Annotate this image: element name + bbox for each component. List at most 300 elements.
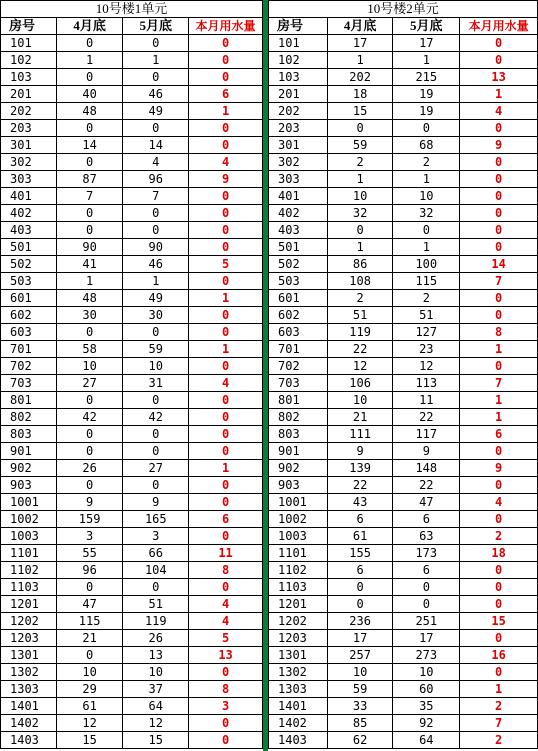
april-reading-cell[interactable]: 0 [56,154,123,171]
room-number-cell[interactable]: 702 [269,358,328,375]
may-reading-cell[interactable]: 32 [393,205,460,222]
monthly-usage-cell[interactable]: 0 [189,307,263,324]
may-reading-cell[interactable]: 90 [123,239,189,256]
room-number-cell[interactable]: 403 [269,222,328,239]
april-end-header[interactable]: 4月底 [327,18,393,35]
monthly-usage-cell[interactable]: 0 [460,562,538,579]
april-reading-cell[interactable]: 202 [327,69,393,86]
may-reading-cell[interactable]: 92 [393,715,460,732]
may-reading-cell[interactable]: 2 [393,290,460,307]
room-number-cell[interactable]: 1201 [269,596,328,613]
may-reading-cell[interactable]: 1 [123,52,189,69]
april-reading-cell[interactable]: 10 [327,188,393,205]
may-reading-cell[interactable]: 30 [123,307,189,324]
monthly-usage-cell[interactable]: 6 [460,426,538,443]
april-reading-cell[interactable]: 10 [327,664,393,681]
april-reading-cell[interactable]: 30 [56,307,123,324]
april-reading-cell[interactable]: 15 [327,103,393,120]
april-reading-cell[interactable]: 7 [56,188,123,205]
monthly-usage-cell[interactable]: 1 [460,681,538,698]
may-reading-cell[interactable]: 173 [393,545,460,562]
may-reading-cell[interactable]: 64 [123,698,189,715]
room-number-cell[interactable]: 1103 [1,579,57,596]
room-number-cell[interactable]: 1002 [1,511,57,528]
may-reading-cell[interactable]: 19 [393,86,460,103]
monthly-usage-cell[interactable]: 0 [460,511,538,528]
april-reading-cell[interactable]: 32 [327,205,393,222]
monthly-usage-cell[interactable]: 18 [460,545,538,562]
april-reading-cell[interactable]: 0 [56,392,123,409]
may-reading-cell[interactable]: 15 [123,732,189,749]
monthly-usage-cell[interactable]: 1 [189,290,263,307]
may-reading-cell[interactable]: 49 [123,103,189,120]
april-reading-cell[interactable]: 0 [56,426,123,443]
room-number-cell[interactable]: 302 [269,154,328,171]
april-reading-cell[interactable]: 0 [56,222,123,239]
room-number-cell[interactable]: 1203 [1,630,57,647]
may-reading-cell[interactable]: 0 [123,579,189,596]
april-reading-cell[interactable]: 59 [327,681,393,698]
may-reading-cell[interactable]: 26 [123,630,189,647]
may-reading-cell[interactable]: 19 [393,103,460,120]
april-reading-cell[interactable]: 0 [327,222,393,239]
monthly-usage-cell[interactable]: 4 [460,103,538,120]
april-reading-cell[interactable]: 41 [56,256,123,273]
april-reading-cell[interactable]: 12 [56,715,123,732]
april-reading-cell[interactable]: 0 [56,205,123,222]
april-reading-cell[interactable]: 0 [56,477,123,494]
room-number-cell[interactable]: 902 [1,460,57,477]
april-reading-cell[interactable]: 257 [327,647,393,664]
room-number-cell[interactable]: 701 [1,341,57,358]
may-reading-cell[interactable]: 6 [393,562,460,579]
april-reading-cell[interactable]: 21 [327,409,393,426]
room-number-cell[interactable]: 403 [1,222,57,239]
monthly-usage-cell[interactable]: 0 [460,35,538,52]
april-reading-cell[interactable]: 48 [56,103,123,120]
monthly-usage-cell[interactable]: 0 [460,222,538,239]
may-reading-cell[interactable]: 0 [393,222,460,239]
may-reading-cell[interactable]: 148 [393,460,460,477]
room-number-cell[interactable]: 402 [1,205,57,222]
may-reading-cell[interactable]: 63 [393,528,460,545]
monthly-usage-cell[interactable]: 13 [460,69,538,86]
room-number-cell[interactable]: 1302 [1,664,57,681]
may-reading-cell[interactable]: 10 [393,664,460,681]
monthly-usage-cell[interactable]: 0 [189,273,263,290]
may-reading-cell[interactable]: 10 [123,664,189,681]
room-number-cell[interactable]: 1003 [1,528,57,545]
may-reading-cell[interactable]: 46 [123,86,189,103]
room-number-cell[interactable]: 1301 [269,647,328,664]
april-reading-cell[interactable]: 108 [327,273,393,290]
may-reading-cell[interactable]: 0 [123,324,189,341]
monthly-usage-cell[interactable]: 4 [189,596,263,613]
may-reading-cell[interactable]: 12 [393,358,460,375]
room-number-cell[interactable]: 703 [1,375,57,392]
room-number-cell[interactable]: 1101 [269,545,328,562]
april-reading-cell[interactable]: 1 [56,52,123,69]
room-number-cell[interactable]: 502 [269,256,328,273]
room-number-cell[interactable]: 803 [1,426,57,443]
monthly-usage-cell[interactable]: 0 [189,715,263,732]
may-reading-cell[interactable]: 47 [393,494,460,511]
room-number-cell[interactable]: 401 [269,188,328,205]
monthly-usage-cell[interactable]: 0 [460,664,538,681]
monthly-usage-cell[interactable]: 6 [189,86,263,103]
may-reading-cell[interactable]: 68 [393,137,460,154]
april-reading-cell[interactable]: 12 [327,358,393,375]
room-number-cell[interactable]: 902 [269,460,328,477]
may-reading-cell[interactable]: 7 [123,188,189,205]
monthly-usage-cell[interactable]: 0 [460,154,538,171]
may-end-header[interactable]: 5月底 [123,18,189,35]
april-reading-cell[interactable]: 86 [327,256,393,273]
monthly-usage-cell[interactable]: 6 [189,511,263,528]
room-number-cell[interactable]: 603 [1,324,57,341]
monthly-usage-cell[interactable]: 1 [460,392,538,409]
room-number-cell[interactable]: 201 [1,86,57,103]
monthly-usage-cell[interactable]: 0 [189,137,263,154]
may-reading-cell[interactable]: 10 [393,188,460,205]
monthly-usage-cell[interactable]: 13 [189,647,263,664]
monthly-usage-cell[interactable]: 1 [189,341,263,358]
may-reading-cell[interactable]: 10 [123,358,189,375]
april-reading-cell[interactable]: 0 [327,120,393,137]
may-reading-cell[interactable]: 0 [123,443,189,460]
monthly-usage-cell[interactable]: 8 [460,324,538,341]
may-reading-cell[interactable]: 3 [123,528,189,545]
april-reading-cell[interactable]: 10 [327,392,393,409]
room-number-cell[interactable]: 1201 [1,596,57,613]
april-reading-cell[interactable]: 27 [56,375,123,392]
may-reading-cell[interactable]: 215 [393,69,460,86]
room-number-cell[interactable]: 201 [269,86,328,103]
room-number-cell[interactable]: 1303 [1,681,57,698]
room-number-cell[interactable]: 501 [1,239,57,256]
may-reading-cell[interactable]: 0 [123,222,189,239]
room-number-cell[interactable]: 603 [269,324,328,341]
april-reading-cell[interactable]: 14 [56,137,123,154]
room-number-cell[interactable]: 801 [269,392,328,409]
monthly-usage-cell[interactable]: 11 [189,545,263,562]
room-number-cell[interactable]: 601 [269,290,328,307]
monthly-usage-cell[interactable]: 0 [189,222,263,239]
monthly-usage-cell[interactable]: 0 [460,477,538,494]
monthly-usage-cell[interactable]: 0 [460,188,538,205]
monthly-usage-cell[interactable]: 5 [189,256,263,273]
april-reading-cell[interactable]: 159 [56,511,123,528]
room-number-cell[interactable]: 901 [1,443,57,460]
room-number-cell[interactable]: 1001 [269,494,328,511]
room-number-cell[interactable]: 1403 [1,732,57,749]
building-unit-title[interactable]: 10号楼2单元 [269,1,538,18]
monthly-usage-cell[interactable]: 7 [460,273,538,290]
room-number-cell[interactable]: 1001 [1,494,57,511]
monthly-usage-cell[interactable]: 0 [460,630,538,647]
may-reading-cell[interactable]: 17 [393,630,460,647]
april-reading-cell[interactable]: 85 [327,715,393,732]
april-reading-cell[interactable]: 106 [327,375,393,392]
room-number-cell[interactable]: 503 [1,273,57,290]
monthly-usage-header[interactable]: 本月用水量 [189,18,263,35]
room-number-cell[interactable]: 302 [1,154,57,171]
monthly-usage-cell[interactable]: 9 [189,171,263,188]
room-number-cell[interactable]: 303 [1,171,57,188]
may-reading-cell[interactable]: 1 [393,52,460,69]
monthly-usage-cell[interactable]: 1 [189,460,263,477]
room-number-cell[interactable]: 602 [1,307,57,324]
monthly-usage-cell[interactable]: 0 [460,443,538,460]
room-number-cell[interactable]: 1401 [1,698,57,715]
april-reading-cell[interactable]: 155 [327,545,393,562]
monthly-usage-cell[interactable]: 8 [189,562,263,579]
may-end-header[interactable]: 5月底 [393,18,460,35]
room-number-cell[interactable]: 1202 [269,613,328,630]
may-reading-cell[interactable]: 0 [123,35,189,52]
may-reading-cell[interactable]: 104 [123,562,189,579]
monthly-usage-cell[interactable]: 2 [460,528,538,545]
monthly-usage-cell[interactable]: 0 [460,579,538,596]
may-reading-cell[interactable]: 115 [393,273,460,290]
april-reading-cell[interactable]: 1 [327,239,393,256]
april-reading-cell[interactable]: 10 [56,664,123,681]
monthly-usage-cell[interactable]: 0 [189,358,263,375]
monthly-usage-cell[interactable]: 0 [189,443,263,460]
monthly-usage-cell[interactable]: 4 [460,494,538,511]
monthly-usage-cell[interactable]: 4 [189,375,263,392]
monthly-usage-cell[interactable]: 3 [189,698,263,715]
monthly-usage-cell[interactable]: 9 [460,460,538,477]
may-reading-cell[interactable]: 251 [393,613,460,630]
april-reading-cell[interactable]: 61 [327,528,393,545]
april-end-header[interactable]: 4月底 [56,18,123,35]
april-reading-cell[interactable]: 2 [327,154,393,171]
monthly-usage-cell[interactable]: 15 [460,613,538,630]
april-reading-cell[interactable]: 0 [56,35,123,52]
room-number-cell[interactable]: 101 [269,35,328,52]
may-reading-cell[interactable]: 0 [123,120,189,137]
room-number-cell[interactable]: 1002 [269,511,328,528]
monthly-usage-cell[interactable]: 0 [460,52,538,69]
may-reading-cell[interactable]: 27 [123,460,189,477]
monthly-usage-cell[interactable]: 0 [460,307,538,324]
monthly-usage-cell[interactable]: 7 [460,375,538,392]
may-reading-cell[interactable]: 117 [393,426,460,443]
may-reading-cell[interactable]: 17 [393,35,460,52]
room-number-cell[interactable]: 303 [269,171,328,188]
room-number-cell[interactable]: 901 [269,443,328,460]
april-reading-cell[interactable]: 96 [56,562,123,579]
monthly-usage-cell[interactable]: 14 [460,256,538,273]
monthly-usage-cell[interactable]: 0 [189,120,263,137]
monthly-usage-cell[interactable]: 1 [460,86,538,103]
may-reading-cell[interactable]: 165 [123,511,189,528]
room-header[interactable]: 房号 [1,18,57,35]
april-reading-cell[interactable]: 0 [56,69,123,86]
room-number-cell[interactable]: 1203 [269,630,328,647]
may-reading-cell[interactable]: 12 [123,715,189,732]
april-reading-cell[interactable]: 42 [56,409,123,426]
monthly-usage-cell[interactable]: 0 [189,664,263,681]
may-reading-cell[interactable]: 35 [393,698,460,715]
april-reading-cell[interactable]: 9 [327,443,393,460]
room-number-cell[interactable]: 801 [1,392,57,409]
april-reading-cell[interactable]: 62 [327,732,393,749]
april-reading-cell[interactable]: 17 [327,630,393,647]
may-reading-cell[interactable]: 51 [123,596,189,613]
monthly-usage-cell[interactable]: 0 [189,324,263,341]
room-number-cell[interactable]: 402 [269,205,328,222]
april-reading-cell[interactable]: 87 [56,171,123,188]
monthly-usage-cell[interactable]: 2 [460,698,538,715]
april-reading-cell[interactable]: 48 [56,290,123,307]
monthly-usage-cell[interactable]: 16 [460,647,538,664]
april-reading-cell[interactable]: 21 [56,630,123,647]
room-number-cell[interactable]: 102 [269,52,328,69]
monthly-usage-cell[interactable]: 0 [460,596,538,613]
may-reading-cell[interactable]: 22 [393,477,460,494]
monthly-usage-cell[interactable]: 0 [460,205,538,222]
monthly-usage-cell[interactable]: 0 [189,426,263,443]
room-number-cell[interactable]: 802 [269,409,328,426]
april-reading-cell[interactable]: 0 [327,596,393,613]
monthly-usage-cell[interactable]: 1 [460,409,538,426]
april-reading-cell[interactable]: 90 [56,239,123,256]
room-number-cell[interactable]: 702 [1,358,57,375]
may-reading-cell[interactable]: 273 [393,647,460,664]
april-reading-cell[interactable]: 236 [327,613,393,630]
room-number-cell[interactable]: 1403 [269,732,328,749]
may-reading-cell[interactable]: 1 [123,273,189,290]
room-number-cell[interactable]: 1402 [1,715,57,732]
april-reading-cell[interactable]: 40 [56,86,123,103]
monthly-usage-cell[interactable]: 9 [460,137,538,154]
room-number-cell[interactable]: 1402 [269,715,328,732]
april-reading-cell[interactable]: 139 [327,460,393,477]
monthly-usage-cell[interactable]: 0 [189,52,263,69]
april-reading-cell[interactable]: 9 [56,494,123,511]
may-reading-cell[interactable]: 22 [393,409,460,426]
room-number-cell[interactable]: 1303 [269,681,328,698]
room-number-cell[interactable]: 1103 [269,579,328,596]
may-reading-cell[interactable]: 6 [393,511,460,528]
may-reading-cell[interactable]: 59 [123,341,189,358]
room-number-cell[interactable]: 1202 [1,613,57,630]
room-number-cell[interactable]: 1003 [269,528,328,545]
monthly-usage-cell[interactable]: 0 [189,205,263,222]
april-reading-cell[interactable]: 6 [327,511,393,528]
monthly-usage-cell[interactable]: 8 [189,681,263,698]
may-reading-cell[interactable]: 96 [123,171,189,188]
april-reading-cell[interactable]: 0 [56,443,123,460]
may-reading-cell[interactable]: 9 [123,494,189,511]
monthly-usage-cell[interactable]: 5 [189,630,263,647]
room-number-cell[interactable]: 701 [269,341,328,358]
room-number-cell[interactable]: 502 [1,256,57,273]
monthly-usage-cell[interactable]: 0 [189,392,263,409]
may-reading-cell[interactable]: 66 [123,545,189,562]
room-number-cell[interactable]: 803 [269,426,328,443]
room-number-cell[interactable]: 301 [1,137,57,154]
monthly-usage-cell[interactable]: 0 [189,35,263,52]
monthly-usage-cell[interactable]: 0 [189,579,263,596]
room-header[interactable]: 房号 [269,18,328,35]
may-reading-cell[interactable]: 113 [393,375,460,392]
may-reading-cell[interactable]: 127 [393,324,460,341]
monthly-usage-cell[interactable]: 0 [460,171,538,188]
room-number-cell[interactable]: 1102 [269,562,328,579]
may-reading-cell[interactable]: 1 [393,171,460,188]
may-reading-cell[interactable]: 42 [123,409,189,426]
monthly-usage-cell[interactable]: 1 [189,103,263,120]
may-reading-cell[interactable]: 51 [393,307,460,324]
room-number-cell[interactable]: 202 [1,103,57,120]
room-number-cell[interactable]: 503 [269,273,328,290]
may-reading-cell[interactable]: 0 [123,69,189,86]
monthly-usage-cell[interactable]: 0 [189,409,263,426]
monthly-usage-cell[interactable]: 0 [189,188,263,205]
april-reading-cell[interactable]: 58 [56,341,123,358]
april-reading-cell[interactable]: 22 [327,477,393,494]
room-number-cell[interactable]: 1102 [1,562,57,579]
april-reading-cell[interactable]: 55 [56,545,123,562]
monthly-usage-cell[interactable]: 2 [460,732,538,749]
room-number-cell[interactable]: 602 [269,307,328,324]
april-reading-cell[interactable]: 0 [56,324,123,341]
april-reading-cell[interactable]: 0 [56,120,123,137]
april-reading-cell[interactable]: 26 [56,460,123,477]
room-number-cell[interactable]: 203 [269,120,328,137]
room-number-cell[interactable]: 1302 [269,664,328,681]
may-reading-cell[interactable]: 0 [123,392,189,409]
room-number-cell[interactable]: 103 [269,69,328,86]
room-number-cell[interactable]: 903 [269,477,328,494]
may-reading-cell[interactable]: 100 [393,256,460,273]
room-number-cell[interactable]: 903 [1,477,57,494]
monthly-usage-cell[interactable]: 0 [460,239,538,256]
monthly-usage-cell[interactable]: 4 [189,613,263,630]
room-number-cell[interactable]: 703 [269,375,328,392]
monthly-usage-cell[interactable]: 0 [189,732,263,749]
may-reading-cell[interactable]: 9 [393,443,460,460]
april-reading-cell[interactable]: 29 [56,681,123,698]
april-reading-cell[interactable]: 3 [56,528,123,545]
april-reading-cell[interactable]: 1 [327,52,393,69]
room-number-cell[interactable]: 401 [1,188,57,205]
monthly-usage-cell[interactable]: 0 [460,120,538,137]
monthly-usage-cell[interactable]: 0 [460,290,538,307]
monthly-usage-cell[interactable]: 7 [460,715,538,732]
monthly-usage-cell[interactable]: 4 [189,154,263,171]
may-reading-cell[interactable]: 4 [123,154,189,171]
may-reading-cell[interactable]: 0 [393,579,460,596]
room-number-cell[interactable]: 1301 [1,647,57,664]
april-reading-cell[interactable]: 59 [327,137,393,154]
may-reading-cell[interactable]: 1 [393,239,460,256]
may-reading-cell[interactable]: 49 [123,290,189,307]
april-reading-cell[interactable]: 1 [56,273,123,290]
may-reading-cell[interactable]: 37 [123,681,189,698]
room-number-cell[interactable]: 1101 [1,545,57,562]
april-reading-cell[interactable]: 10 [56,358,123,375]
april-reading-cell[interactable]: 15 [56,732,123,749]
may-reading-cell[interactable]: 0 [123,477,189,494]
april-reading-cell[interactable]: 33 [327,698,393,715]
monthly-usage-cell[interactable]: 0 [460,358,538,375]
april-reading-cell[interactable]: 0 [327,579,393,596]
room-number-cell[interactable]: 202 [269,103,328,120]
